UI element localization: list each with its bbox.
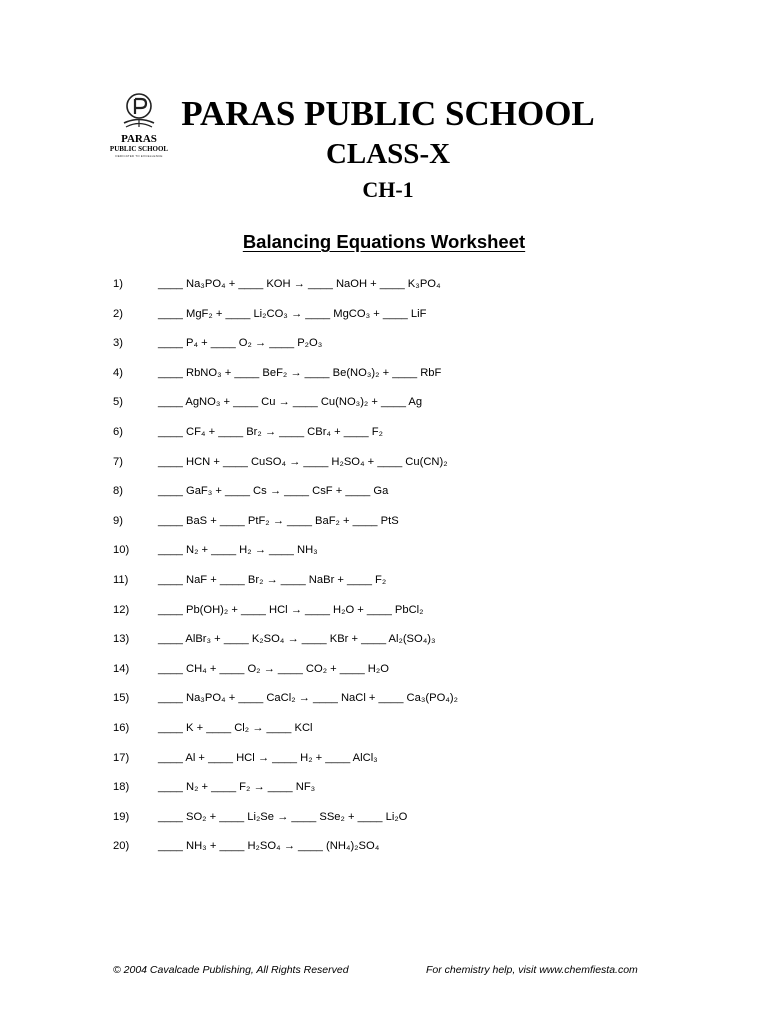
equation-text: ____ NaF + ____ Br₂ → ____ NaBr + ____ F₂ <box>158 573 387 586</box>
logo-name: PARAS <box>121 133 157 145</box>
equation-number: 17) <box>113 751 130 764</box>
equation-text: ____ AlBr₃ + ____ K₂SO₄ → ____ KBr + ____ Al₂(SO₄)₃ <box>158 633 436 646</box>
logo-tagline: DEDICATED TO EXCELLENCE <box>115 154 163 158</box>
footer-copyright: © 2004 Cavalcade Publishing, All Rights Reserved <box>113 964 349 976</box>
equation-number: 14) <box>113 662 130 675</box>
equation-row <box>113 304 673 334</box>
equation-text: ____ Na₃PO₄ + ____ KOH → ____ NaOH + ____ K₃PO₄ <box>158 278 441 290</box>
equation-number: 8) <box>113 485 123 498</box>
equation-number: 1) <box>113 278 123 290</box>
equation-row <box>113 807 673 837</box>
equation-row <box>113 481 673 511</box>
equation-row <box>113 659 673 689</box>
equation-text: ____ P₄ + ____ O₂ → ____ P₂O₃ <box>158 337 323 350</box>
equation-text: ____ NH₃ + ____ H₂SO₄ → ____ (NH₄)₂SO₄ <box>158 840 380 853</box>
equation-row <box>113 274 673 304</box>
equation-number: 11) <box>113 573 129 586</box>
equation-text: ____ MgF₂ + ____ Li₂CO₃ → ____ MgCO₃ + ____ LiF <box>158 307 427 320</box>
equation-row <box>113 836 673 866</box>
equation-row <box>113 777 673 807</box>
equation-row <box>113 422 673 452</box>
equation-number: 18) <box>113 781 130 794</box>
equation-row <box>113 363 673 393</box>
equation-row <box>113 392 673 422</box>
equation-text: ____ Na₃PO₄ + ____ CaCl₂ → ____ NaCl + ____ Ca₃(PO₄)₂ <box>158 692 458 705</box>
equation-row <box>113 570 673 600</box>
equation-row <box>113 540 673 570</box>
equation-number: 16) <box>113 721 130 734</box>
equation-text: ____ K + ____ Cl₂ → ____ KCl <box>158 721 313 734</box>
footer-help: For chemistry help, visit www.chemfiesta.com <box>426 964 638 976</box>
equation-list <box>113 274 673 866</box>
equation-row <box>113 511 673 541</box>
equation-text: ____ SO₂ + ____ Li₂Se → ____ SSe₂ + ____ Li₂O <box>158 810 408 823</box>
equation-text: ____ Pb(OH)₂ + ____ HCl → ____ H₂O + ____ PbCl₂ <box>158 603 424 616</box>
equation-row <box>113 452 673 482</box>
equation-number: 7) <box>113 455 123 468</box>
equation-row <box>113 333 673 363</box>
equation-text: ____ HCN + ____ CuSO₄ → ____ H₂SO₄ + ____ Cu(CN)₂ <box>158 455 448 468</box>
equation-row <box>113 718 673 748</box>
equation-number: 9) <box>113 514 123 527</box>
equation-number: 15) <box>113 692 130 705</box>
equation-text: ____ GaF₃ + ____ Cs → ____ CsF + ____ Ga <box>158 485 389 498</box>
worksheet-title-text: Balancing Equations Worksheet <box>242 231 526 252</box>
equation-number: 3) <box>113 337 123 350</box>
equation-text: ____ BaS + ____ PtF₂ → ____ BaF₂ + ____ PtS <box>158 514 399 527</box>
equation-row <box>113 629 673 659</box>
equation-text: ____ RbNO₃ + ____ BeF₂ → ____ Be(NO₃)₂ + ____ RbF <box>158 366 442 379</box>
equation-number: 13) <box>113 633 130 646</box>
class-heading: CLASS-X <box>325 138 451 170</box>
equation-text: ____ AgNO₃ + ____ Cu → ____ Cu(NO₃)₂ + ____ Ag <box>158 396 423 409</box>
logo-subname: PUBLIC SCHOOL <box>109 145 169 153</box>
equation-text: ____ N₂ + ____ H₂ → ____ NH₃ <box>158 544 318 557</box>
equation-row <box>113 748 673 778</box>
equation-text: ____ CH₄ + ____ O₂ → ____ CO₂ + ____ H₂O <box>158 662 389 675</box>
equation-number: 19) <box>113 810 130 823</box>
equation-text: ____ N₂ + ____ F₂ → ____ NF₃ <box>158 781 316 794</box>
school-name: PARAS PUBLIC SCHOOL <box>181 94 595 133</box>
equation-number: 12) <box>113 603 130 616</box>
equation-row <box>113 600 673 630</box>
equation-text: ____ CF₄ + ____ Br₂ → ____ CBr₄ + ____ F₂ <box>158 425 383 438</box>
equation-number: 20) <box>113 840 130 853</box>
equation-number: 5) <box>113 396 123 409</box>
equation-number: 6) <box>113 425 123 438</box>
equation-number: 2) <box>113 307 123 320</box>
worksheet-title <box>0 230 768 254</box>
equation-text: ____ Al + ____ HCl → ____ H₂ + ____ AlCl₃ <box>158 751 378 764</box>
chapter-heading: CH-1 <box>362 177 414 202</box>
equation-row <box>113 688 673 718</box>
equation-number: 10) <box>113 544 130 557</box>
equation-number: 4) <box>113 366 123 379</box>
